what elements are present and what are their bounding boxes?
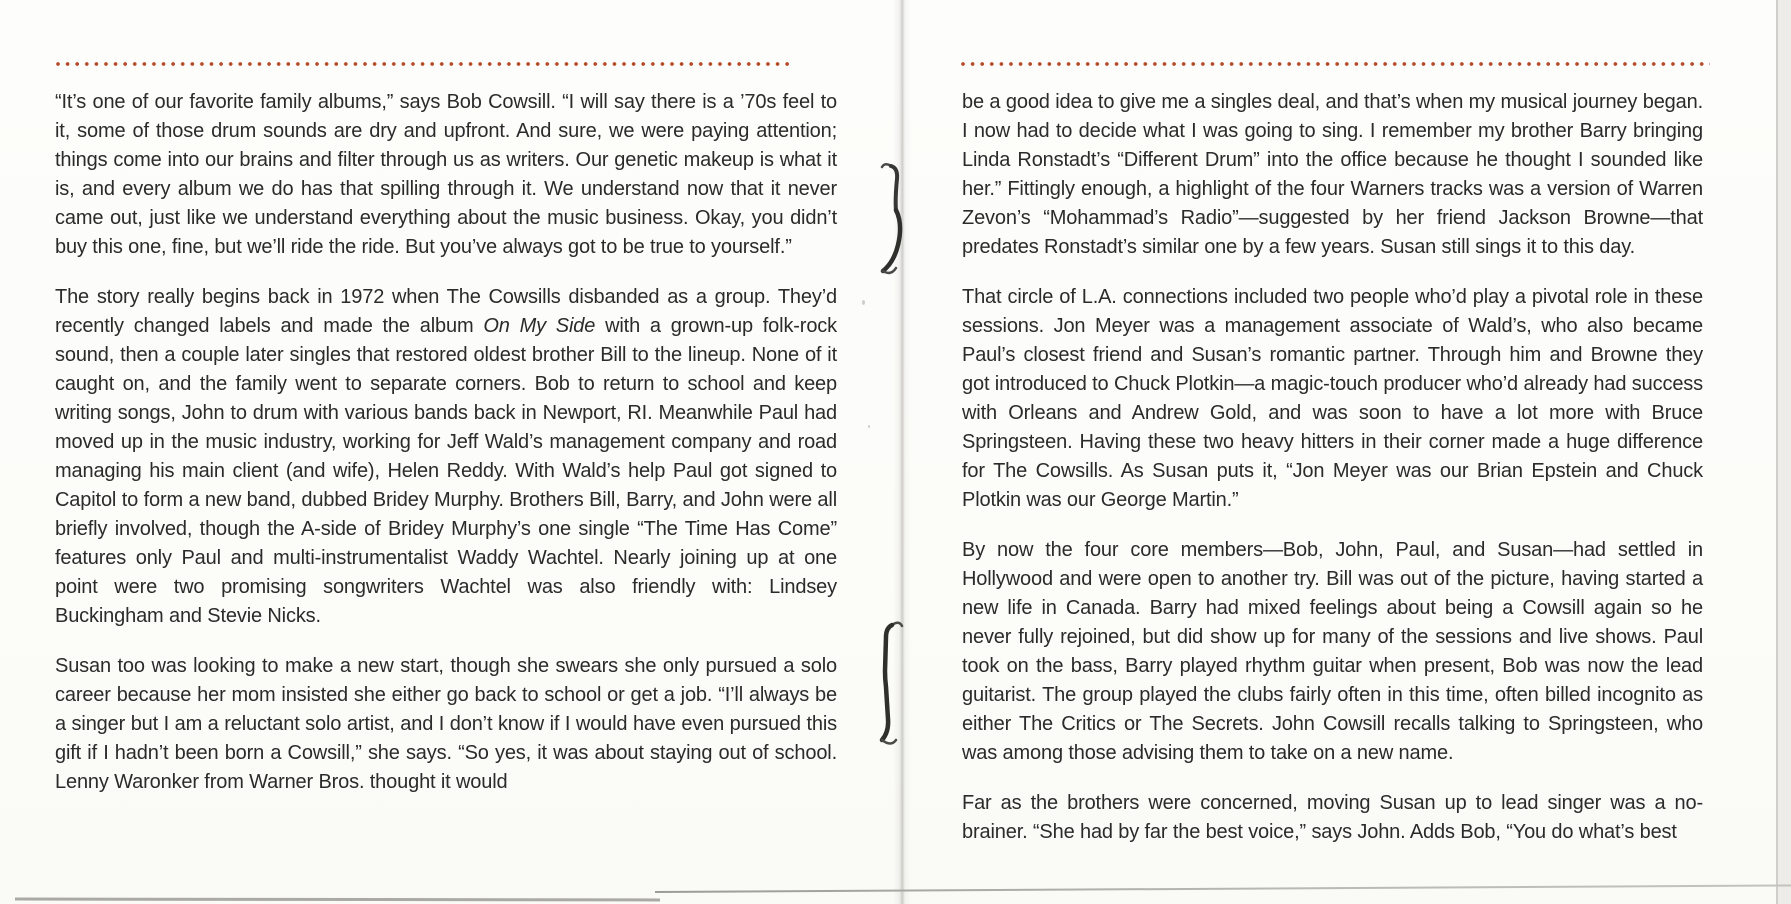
staple-top-icon	[874, 158, 906, 282]
text-run: That circle of L.A. connections included two people who’d play a pivotal role in these sessions. Jon Meyer was a management associate of Wald’s, who also became Paul’s closest friend and Susan’s romantic partner. Through him and Browne they got introduced to Chuck Plotkin—a magic-touch producer who’d already had success with Orleans and Andrew Gold, and was soon to have a lot more with Bruce Springsteen. Having these two heavy hitters in their corner made a huge difference for The Cowsills. As Susan puts it, “Jon Meyer was our Brian Epstein and Chuck Plotkin was our George Martin.”	[962, 286, 1703, 511]
paragraph	[55, 283, 837, 631]
paragraph	[55, 652, 837, 797]
dust-speck	[868, 425, 870, 428]
text-run: be a good idea to give me a singles deal, and that’s when my musical journey began. I now had to decide what I was going to sing. I remember my brother Barry bringing Linda Ronstadt’s “Different Drum” into the office because he thought I sounded like her.” Fittingly enough, a highlight of the four Warners tracks was a version of Warren Zevon’s “Mohammad’s Radio”—suggested by her friend Jackson Browne—that predates Ronstadt’s similar one by a few years. Susan still sings it to this day.	[962, 91, 1703, 258]
staple-bottom-icon	[876, 618, 904, 752]
page-edge-bottom-right	[655, 884, 1791, 893]
text-run: “It’s one of our favorite family albums,” says Bob Cowsill. “I will say there is a ’70s feel to it, some of those drum sounds are dry and upfront. And sure, we were paying attention; things come into our brains and filter through us as writers. Our genetic makeup is what it is, and every album we do has that spilling through it. We understand now that it never came out, just like we understand everything about the music business. Okay, you didn’t buy this one, fine, but we’ll ride the ride. But you’ve always got to be true to yourself.”	[55, 91, 837, 258]
center-fold	[893, 0, 911, 904]
right-page-text	[962, 88, 1703, 847]
text-run: Far as the brothers were concerned, moving Susan up to lead singer was a no-brainer. “She had by far the best voice,” says John. Adds Bob, “You do what’s best	[962, 792, 1703, 843]
text-run: Susan too was looking to make a new start, though she swears she only pursued a solo career because her mom insisted she either go back to school or get a job. “I’ll always be a singer but I am a reluctant solo artist, and I don’t know if I would have even pursued this gift if I hadn’t been born a Cowsill,” she says. “So yes, it was about staying out of school. Lenny Waronker from Warner Bros. thought it would	[55, 655, 837, 793]
page-edge-bottom-left	[15, 898, 660, 902]
text-run: By now the four core members—Bob, John, Paul, and Susan—had settled in Hollywood and were open to another try. Bill was out of the picture, having started a new life in Canada. Barry had mixed feelings about being a Cowsill again so he never fully rejoined, but did show up for many of the sessions and live shows. Paul took on the bass, Barry played rhythm guitar when present, Bob was now the lead guitarist. The group played the clubs fairly often in this time, often billed incognito as either The Critics or The Secrets. John Cowsill recalls talking to Springsteen, who was among those advising them to take on a new name.	[962, 539, 1703, 764]
paragraph	[962, 88, 1703, 262]
text-run: The story really begins back in 1972 when The Cowsills disbanded as a group. They’d recently changed labels and made the album	[55, 286, 837, 337]
paragraph	[962, 283, 1703, 515]
paragraph	[962, 536, 1703, 768]
italic-text-run: On My Side	[483, 315, 596, 337]
dotted-divider-left	[55, 61, 792, 67]
text-run: with a grown-up folk-rock sound, then a couple later singles that restored oldest brother Bill to the lineup. None of it caught on, and the family went to separate corners. Bob to return to school and keep writing songs, John to drum with various bands back in Newport, RI. Meanwhile Paul had moved up in the music industry, working for Jeff Wald’s management company and road managing his main client (and wife), Helen Reddy. With Wald’s help Paul got signed to Capitol to form a new band, dubbed Bridey Murphy. Brothers Bill, Barry, and John were all briefly involved, though the A-side of Bridey Murphy’s one single “The Time Has Come” features only Paul and multi-instrumentalist Waddy Wachtel. Nearly joining up at one point were two promising songwriters Wachtel was also friendly with: Lindsey Buckingham and Stevie Nicks.	[55, 315, 837, 627]
page-edge-right	[1776, 0, 1791, 904]
paragraph	[962, 789, 1703, 847]
dust-speck	[862, 300, 865, 305]
paragraph	[55, 88, 837, 262]
dotted-divider-right	[960, 61, 1710, 67]
left-page-text	[55, 88, 837, 797]
